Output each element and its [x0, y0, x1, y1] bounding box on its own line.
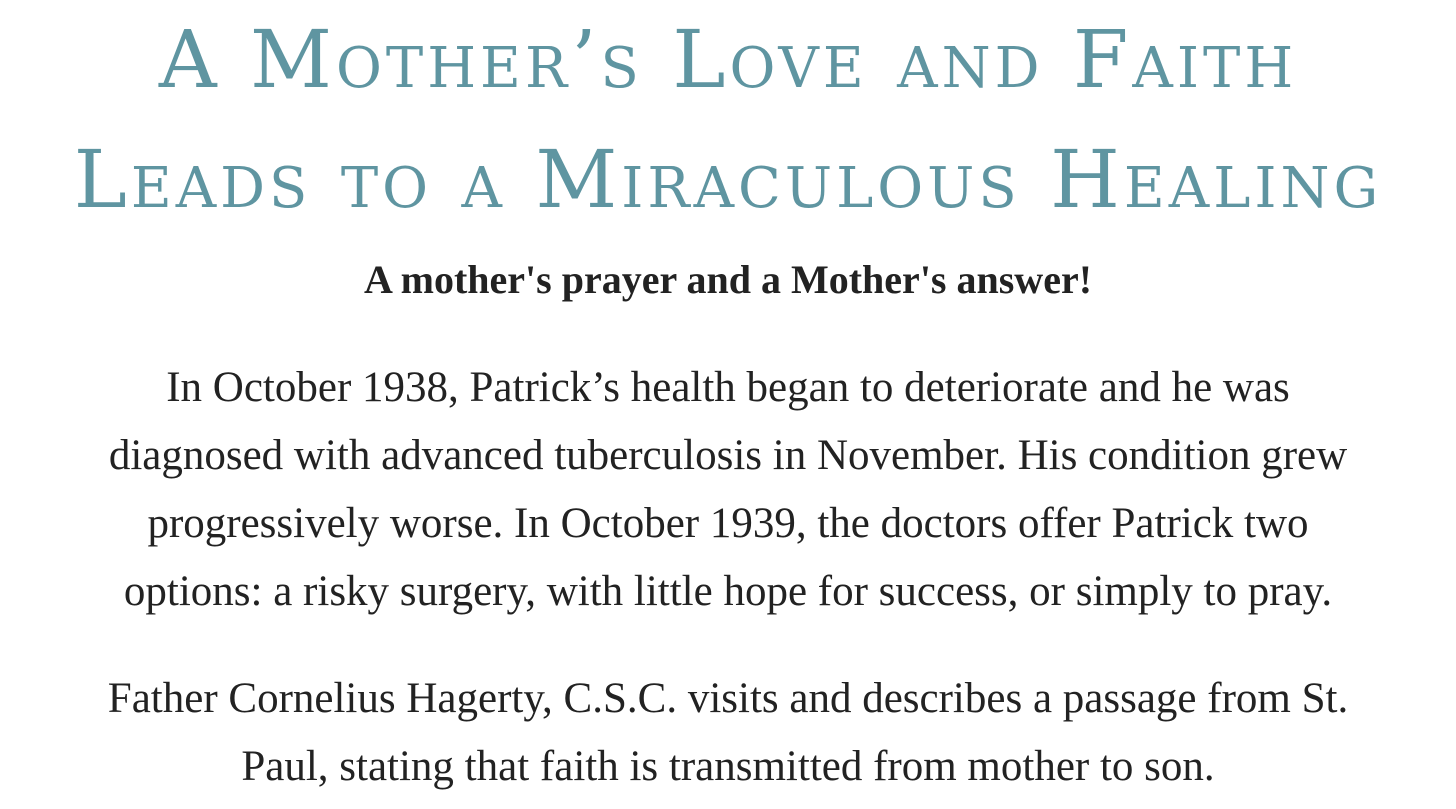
paragraph-line: progressively worse. In October 1939, the doctors offer Patrick two: [147, 500, 1309, 547]
paragraph-line: In October 1938, Patrick’s health began to deteriorate and he was: [166, 364, 1290, 411]
paragraph-father-hagerty: [0, 665, 1456, 801]
paragraph-line: diagnosed with advanced tuberculosis in November. His condition grew: [108, 432, 1348, 479]
article-title: [0, 0, 1456, 240]
article-title-line: A Mother’s Love and Faith: [158, 13, 1298, 106]
paragraph-line: Paul, stating that faith is transmitted from mother to son.: [241, 743, 1215, 790]
article-subtitle: A mother's prayer and a Mother's answer!: [363, 257, 1093, 302]
paragraph-line: Father Cornelius Hagerty, C.S.C. visits and describes a passage from St.: [107, 675, 1349, 722]
paragraph-diagnosis: [0, 354, 1456, 626]
paragraph-line: options: a risky surgery, with little hope for success, or simply to pray.: [123, 568, 1333, 615]
article-title-line: Leads to a Miraculous Healing: [73, 133, 1383, 226]
